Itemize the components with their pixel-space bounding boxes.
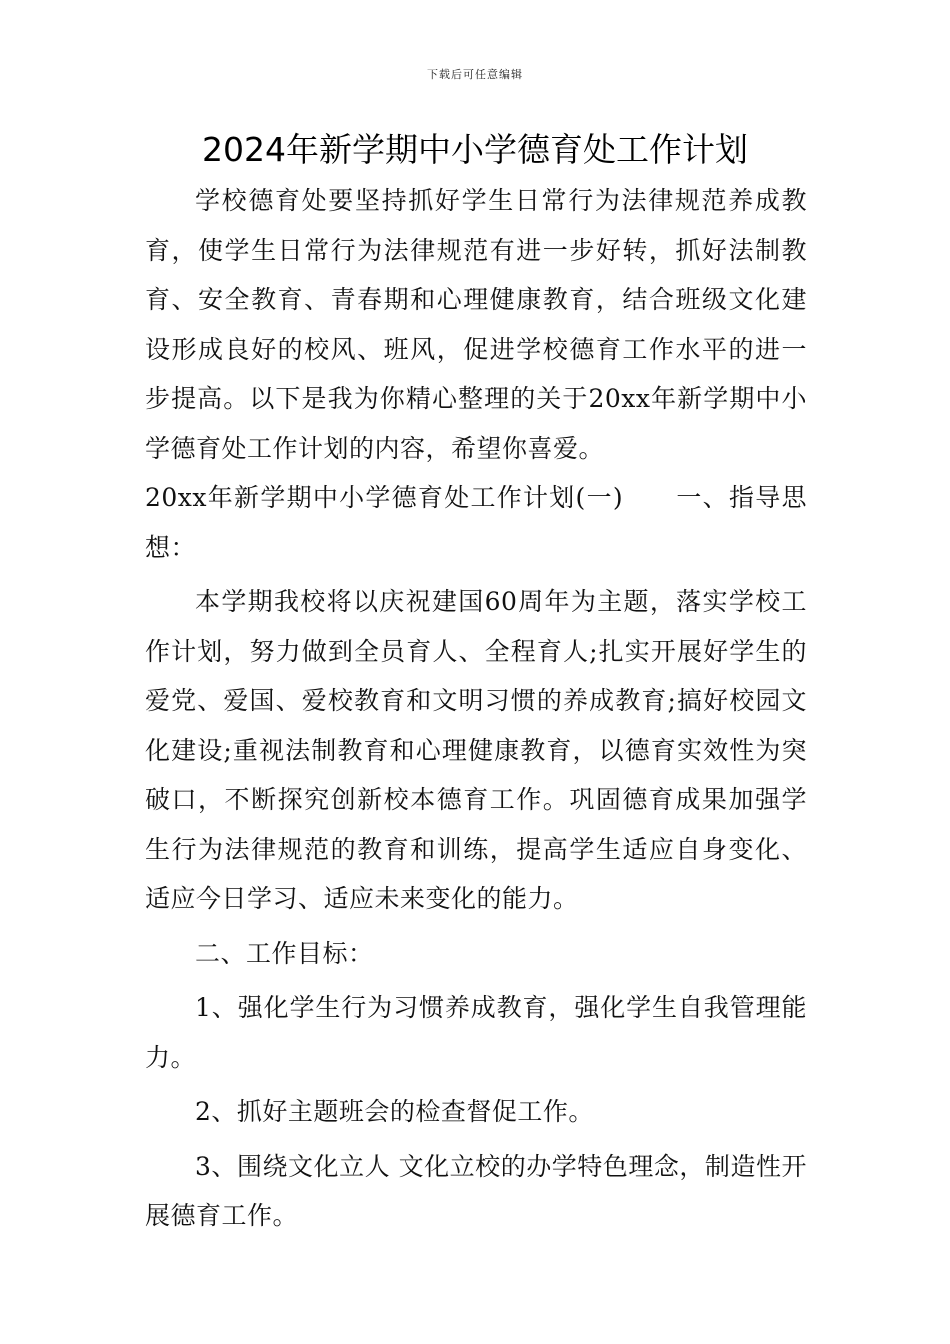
header-note: 下载后可任意编辑	[427, 68, 523, 81]
intro-paragraph: 学校德育处要坚持抓好学生日常行为法律规范养成教育，使学生日常行为法律规范有进一步好转，抓好法制教育、安全教育、青春期和心理健康教育，结合班级文化建设形成良好的校风、班风，促进学校德育工作水平的进一步提高。以下是我为你精心整理的关于20xx年新学期中小学德育处工作计划的内容，希望你喜爱。	[145, 186, 807, 463]
document-body	[145, 176, 807, 1241]
goal-item-3: 3、围绕文化立人 文化立校的办学特色理念，制造性开展德育工作。	[145, 1151, 807, 1230]
goal-item-1: 1、强化学生行为习惯养成教育，强化学生自我管理能力。	[145, 993, 807, 1072]
document-title: 2024年新学期中小学德育处工作计划	[202, 130, 748, 169]
section-heading: 20xx年新学期中小学德育处工作计划(一) 一、指导思想：	[145, 483, 807, 562]
goals-heading: 二、工作目标：	[195, 938, 374, 968]
guiding-thought-paragraph: 本学期我校将以庆祝建国60周年为主题，落实学校工作计划，努力做到全员育人、全程育人;扎实开展好学生的爱党、爱国、爱校教育和文明习惯的养成教育;搞好校园文化建设;重视法制教育和心理健康教育，以德育实效性为突破口，不断探究创新校本德育工作。巩固德育成果加强学生行为法律规范的教育和训练，提高学生适应自身变化、适应今日学习、适应未来变化的能力。	[145, 587, 807, 913]
goal-item-2: 2、抓好主题班会的检查督促工作。	[195, 1097, 594, 1126]
